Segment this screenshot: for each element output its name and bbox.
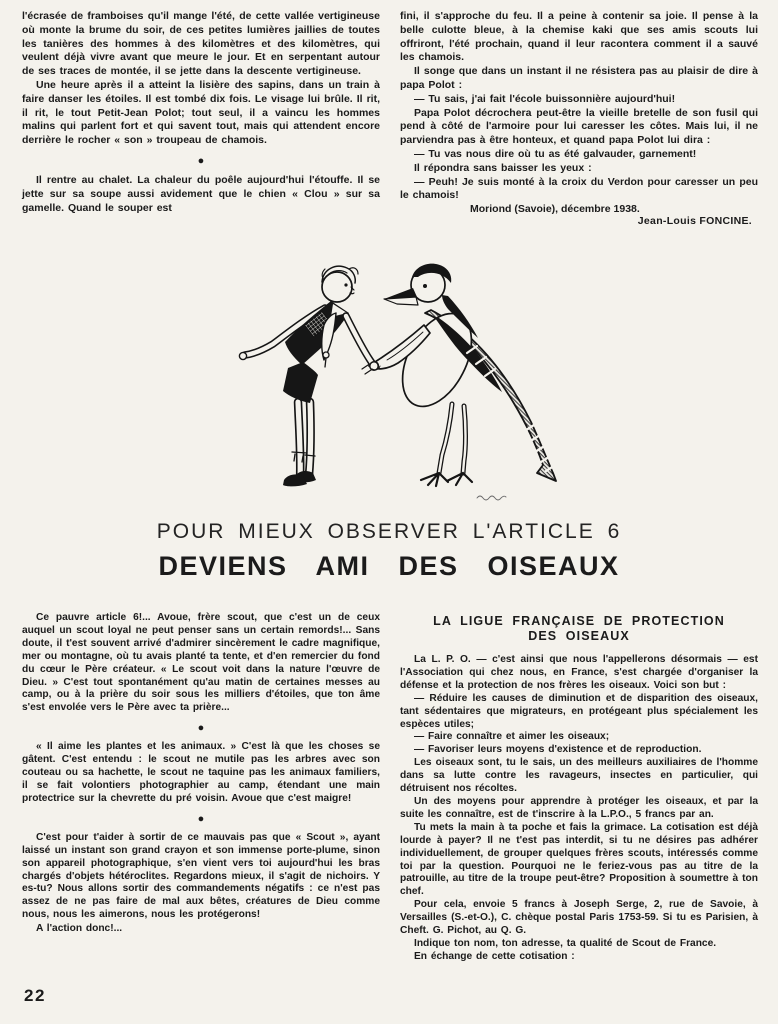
boy-head [322, 272, 352, 302]
list-item-dash: — Faire connaître et aimer les oiseaux; [414, 731, 610, 743]
article-paragraph: Pour cela, envoie 5 francs à Joseph Serge, 2, rue de Savoie, à Versailles (S.-et-O.), C. chèque postal Paris 1753-59. Si tu es Parisien, à Cheft. G. Pichot, au Q. G. [400, 899, 758, 937]
article-right-column [400, 612, 758, 964]
separator-dot-icon: ● [197, 154, 205, 167]
article-paragraph: La L. P. O. — c'est ainsi que nous l'appellerons désormais — est l'Association qui chez nous, en France, s'est chargée d'organiser la défense et la protection de nos frères les oiseaux. Voici son but : [400, 654, 758, 691]
article-paragraph: Tu mets la main à ta poche et fais la grimace. La cotisation est déjà lourde à payer? Il ne t'est pas interdit, si tu ne désires pas adhérer individuellement, de grouper quelques frères scouts, intéressés comme toi par la question. Pourquoi ne le feriez-vous pas au titre de la patrouille, au titre de la troupe peut-être? Proposition à soumettre à ton chef. [400, 821, 758, 898]
article-title: DEVIENS AMI DES OISEAUX [158, 551, 620, 581]
list-item-dash: — Réduire les causes de diminution et de disparition des oiseaux, tant sédentaires que migrateurs, en protégeant plus spécialement les espèces utiles; [400, 692, 758, 730]
column-heading-line: DES OISEAUX [528, 629, 630, 643]
dialogue-line: — Peuh! Je suis monté à la croix du Verdon pour caresser un peu le chamois! [400, 175, 758, 202]
article-kicker: POUR MIEUX OBSERVER L'ARTICLE 6 [156, 520, 622, 543]
story-paragraph: Papa Polot décrochera peut-être la vieille bretelle de son fusil qui pend à côté de l'armoire pour lui caresser les côtes. Mais lui, il ne parviendra pas à être honteux, et quand papa Polot lui dira : [400, 106, 758, 147]
dialogue-line: — Tu vas nous dire où tu as été galvauder, garnement! [414, 147, 697, 160]
artist-signature [477, 496, 506, 500]
closing-line: A l'action donc!... [36, 923, 123, 935]
column-heading-line: LA LIGUE FRANÇAISE DE PROTECTION [433, 614, 725, 628]
bird-eye [423, 284, 427, 288]
separator-dot-icon: ● [197, 812, 205, 825]
list-item-dash: — Favoriser leurs moyens d'existence et de reproduction. [414, 744, 702, 756]
story-right-column [400, 10, 758, 227]
bird-figure [362, 264, 557, 500]
story-paragraph: Une heure après il a atteint la lisière des sapins, dans un train à faire danser les étoiles. Il est tombé dix fois. Le visage lui brûle. Il rit, il rit, le tout Petit-Jean Polot; tout seul, il a vaincu les hommes malins qui parlent fort et qui savent tout, mais qui attendent encore derrière le rocher « son » troupeau de chamois. [22, 78, 380, 147]
article-paragraph: En échange de cette cotisation : [414, 950, 575, 962]
story-paragraph: l'écrasée de framboises qu'il mange l'été, de cette vallée vertigineuse où monte la brume du soir, de ces petites lumières jaillies de toutes les tanières des hommes à des kilomètres et des kilomètres, qui veulent déjà vivre avant que meure le jour. Et en serpentant autour de ses traces de montée, il se jette dans la descente vertigineuse. [22, 10, 380, 78]
article-left-column [22, 612, 380, 964]
article-paragraph: C'est pour t'aider à sortir de ce mauvais pas que « Scout », ayant laissé un instant son grand crayon et son immense porte-plume, sinon son appareil photographique, s'en vient vers toi aujourd'hui les bras chargés d'objets hétéroclites. Regardons mieux, il s'agit de nichoirs. Y es-tu? Nous allons sortir des commandements négatifs : ce n'est pas assez de ne pas faire de mal aux bêtes, créatures de Dieu comme nous, nous les aimerons, nous les protégerons! [22, 831, 380, 921]
byline: Jean-Louis FONCINE. [637, 215, 752, 228]
illustration-scout-and-bird [185, 256, 585, 506]
article-paragraph: Les oiseaux sont, tu le sais, un des meilleurs auxiliaires de l'homme dans sa lutte contre les ravageurs, insectes en particulier, qui détruisent nos récoltes. [400, 757, 758, 795]
scout-boy-figure [239, 266, 380, 486]
story-paragraph: Il songe que dans un instant il ne résistera pas au plaisir de dire à papa Polot : [400, 65, 758, 91]
story-paragraph: fini, il s'approche du feu. Il a peine à contenir sa joie. Il pense à la belle culotte bleue, à la chemise kaki que ses amis scouts lui offriront, l'été prochain, quand il leur racontera comment il a sauvé les chamois. [400, 10, 758, 64]
story-paragraph: Il rentre au chalet. La chaleur du poêle aujourd'hui l'étouffe. Il se jette sur sa soupe aussi avidement que le chien « Clou » sur sa gamelle. Quand le souper est [22, 173, 380, 214]
article-paragraph: « Il aime les plantes et les animaux. » C'est là que les choses se gâtent. C'est entendu : le scout ne mutile pas les arbres avec son couteau ou sa hachette, le scout ne taquine pas les animaux familiers, il se fait volontiers photographier au camp, étendant une main protectrice sur la chevrette du pré voisin. Avoue que c'est maigre! [22, 741, 380, 804]
column-heading [400, 614, 758, 644]
article-paragraph: Ce pauvre article 6!... Avoue, frère scout, que c'est un de ceux auquel un scout loyal ne peut penser sans un certain remords!... Sans doute, il t'est souvent arrivé d'admirer sincèrement le cadre magnifique, mer ou montagne, où tu avais planté ta tente, et d'en remercier du fond du cœur le Père créateur. « Le scout voit dans la nature l'œuvre de Dieu. » C'est tout spontanément qu'au matin de certaines messes au camp, ou à la prière du soir sous les milliers d'étoiles, que ton âme s'est envolée vers le Père avec ta prière... [22, 612, 380, 714]
dialogue-line: — Tu sais, j'ai fait l'école buissonnière aujourd'hui! [414, 92, 676, 105]
bird-feet [421, 473, 472, 486]
boy-shorts [283, 362, 318, 403]
article-paragraph: Indique ton nom, ton adresse, ta qualité de Scout de France. [414, 937, 717, 949]
boy-rear-hand [239, 352, 246, 359]
story-left-column [22, 10, 380, 227]
separator-dot-icon: ● [197, 722, 205, 735]
story-end-section [22, 10, 758, 227]
page-number: 22 [24, 986, 46, 1005]
boy-eye [344, 283, 347, 286]
story-paragraph: Il répondra sans baisser les yeux : [414, 161, 592, 174]
article-paragraph: Un des moyens pour apprendre à protéger les oiseaux, et par la suite les connaître, est de t'inscrire à la L.P.O., 5 francs par an. [400, 795, 758, 820]
dateline: Moriond (Savoie), décembre 1938. [470, 203, 640, 216]
article-body-section [22, 612, 758, 964]
